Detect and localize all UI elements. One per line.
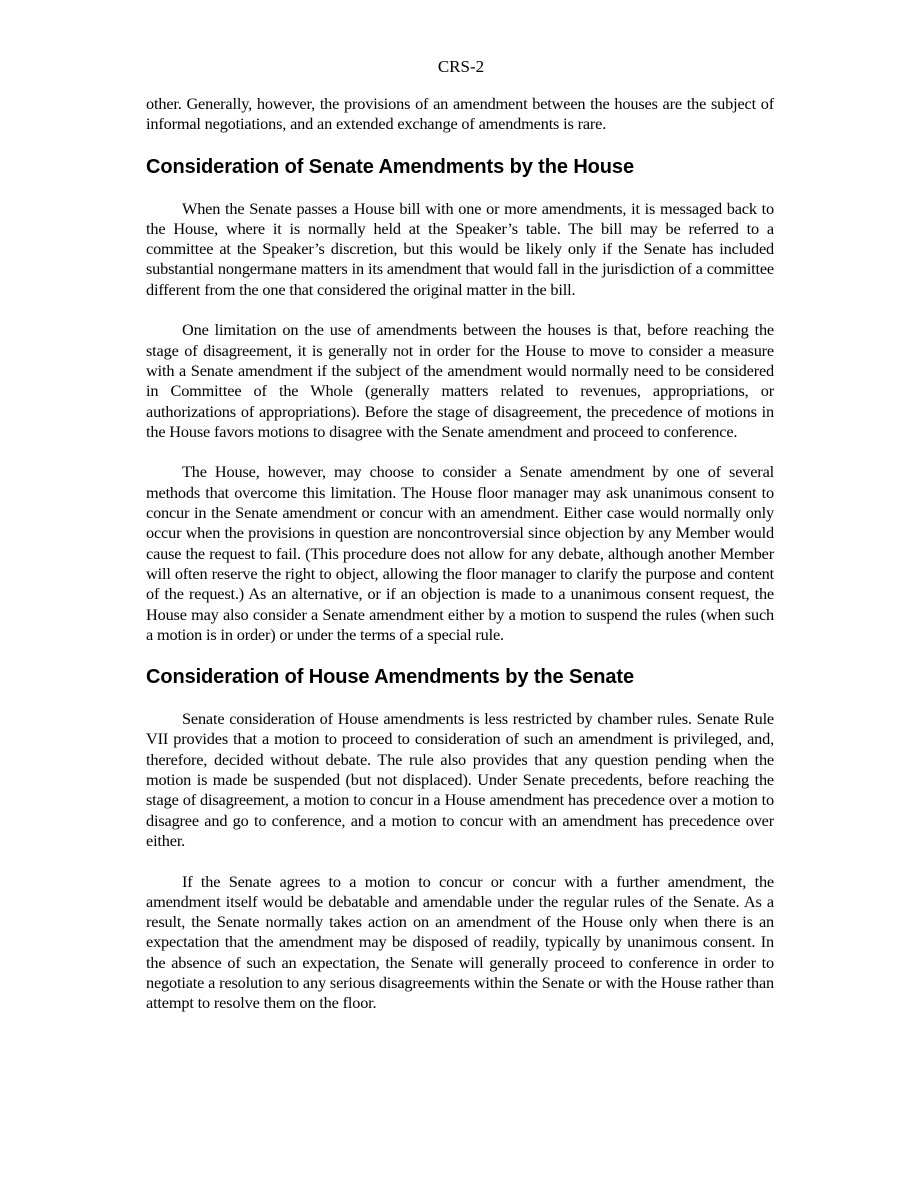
section1-paragraph-1: When the Senate passes a House bill with one or more amendments, it is messaged back to the House, where it is normally held at the Speaker’s table. The bill may be referred to a committee at the Speaker’s discretion, but this would be likely only if the Senate has included substantial nongermane matters in its amendment that would fall in the jurisdiction of a committee different from the one that considered the original matter in the bill. [146, 198, 774, 299]
section2-paragraph-2: If the Senate agrees to a motion to concur or concur with a further amendment, the amendment itself would be debatable and amendable under the regular rules of the Senate. As a result, the Senate normally takes action on an amendment of the House only when there is an expectation that the amendment may be disposed of readily, typically by unanimous consent. In the absence of such an expectation, the Senate will generally proceed to conference in order to negotiate a resolution to any serious disagreements within the Senate or with the House rather than attempt to resolve them on the floor. [146, 871, 774, 1013]
page-number: CRS-2 [437, 57, 485, 76]
intro-paragraph: other. Generally, however, the provisions of an amendment between the houses are the subject of informal negotiations, and an extended exchange of amendments is rare. [146, 94, 774, 134]
section-heading-house-amendments: Consideration of House Amendments by the Senate [146, 666, 634, 689]
document-page [146, 0, 774, 1014]
section-heading-senate-amendments: Consideration of Senate Amendments by the House [146, 155, 634, 178]
section2-paragraph-1: Senate consideration of House amendments is less restricted by chamber rules. Senate Rule VII provides that a motion to proceed to consideration of such an amendment is privileged, and, therefore, decided without debate. The rule also provides that any question pending when the motion is made be suspended (but not displaced). Under Senate precedents, before reaching the stage of disagreement, a motion to concur in a House amendment has precedence over a motion to disagree and go to conference, and a motion to concur with an amendment has precedence over either. [146, 709, 774, 850]
section1-paragraph-2: One limitation on the use of amendments between the houses is that, before reaching the stage of disagreement, it is generally not in order for the House to move to consider a measure with a Senate amendment if the subject of the amendment would normally need to be considered in Committee of the Whole (generally matters related to revenues, appropriations, or authorizations of appropriations). Before the stage of disagreement, the precedence of motions in the House favors motions to disagree with the Senate amendment and proceed to conference. [146, 320, 774, 441]
section1-paragraph-3: The House, however, may choose to consider a Senate amendment by one of several methods that overcome this limitation. The House floor manager may ask unanimous consent to concur in the Senate amendment or concur with an amendment. Either case would normally only occur when the provisions in question are noncontroversial since objection by any Member would cause the request to fail. (This procedure does not allow for any debate, although another Member will often reserve the right to object, allowing the floor manager to clarify the purpose and content of the request.) As an alternative, or if an objection is made to a unanimous consent request, the House may also consider a Senate amendment either by a motion to suspend the rules (when such a motion is in order) or under the terms of a special rule. [146, 462, 774, 644]
